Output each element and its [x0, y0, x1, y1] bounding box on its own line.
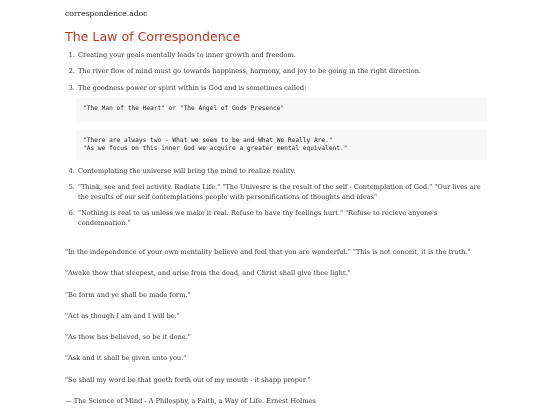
document-filename: correspondence.adoc	[65, 9, 148, 18]
attribution: — The Science of Mind - A Philosphy, a Faith, a Way of Life. Ernest Holmes	[65, 397, 316, 406]
list-item-text: Contemplating the universe will bring the mind to realize reality.	[78, 167, 296, 176]
code-block: "The Man of the Heart" or "The Angel of Gods Presence"	[76, 98, 487, 120]
list-item-text: "Think, see and feel activity. Radiate Life." "The Univesre is the result of the self - Contemplation of God." "Our lives are the results of our self contemplations people with personifications of thoughts and ideas"	[78, 183, 481, 201]
principles-list	[65, 51, 487, 235]
list-item	[77, 84, 487, 161]
quote-paragraph: "So shall my word be that goeth forth out of my mouth - it shapp proper."	[65, 375, 311, 384]
list-item	[77, 167, 487, 177]
quotes-section	[65, 248, 485, 418]
list-item	[77, 183, 487, 202]
list-item-text: The goodness power or spirit within is God and is sometimes called:	[78, 83, 307, 92]
quote-paragraph: "In the independence of your own mentality believe and feel that you are wonderful." "This is not conceit, it is the truth."	[65, 248, 471, 256]
list-item	[77, 209, 487, 228]
list-item-text: "Nothing is real to us unless we make it real. Refuse to have thy feelings hurt." "Refuse to recieve anyone's condemnation."	[78, 209, 438, 227]
page-title: The Law of Correspondence	[65, 29, 241, 44]
quote-paragraph: "Awake thow that sleepest, and arise from the dead, and Christ shall give thee light."	[65, 269, 351, 278]
quote-paragraph: "Ask and it shall be given unto you."	[65, 354, 187, 363]
list-item-text: The river flow of mind must go towards happiness, harmony, and joy to be going in the right direction.	[78, 67, 422, 76]
quote-paragraph: "As thow has believed, so be it done."	[65, 333, 191, 342]
list-item	[77, 67, 487, 77]
list-item	[77, 51, 487, 61]
list-item-text: Creating your goals mentally leads to inner growth and freedom.	[78, 51, 296, 59]
quote-paragraph: "Act as though I am and I will be."	[65, 311, 180, 320]
quote-paragraph: "Be form and ye shall be made form."	[65, 290, 191, 299]
code-block: "There are always two - What we seem to be and What We Really Are." "As we focus on this inner God we acquire a greater mental equivalent."	[76, 130, 487, 161]
